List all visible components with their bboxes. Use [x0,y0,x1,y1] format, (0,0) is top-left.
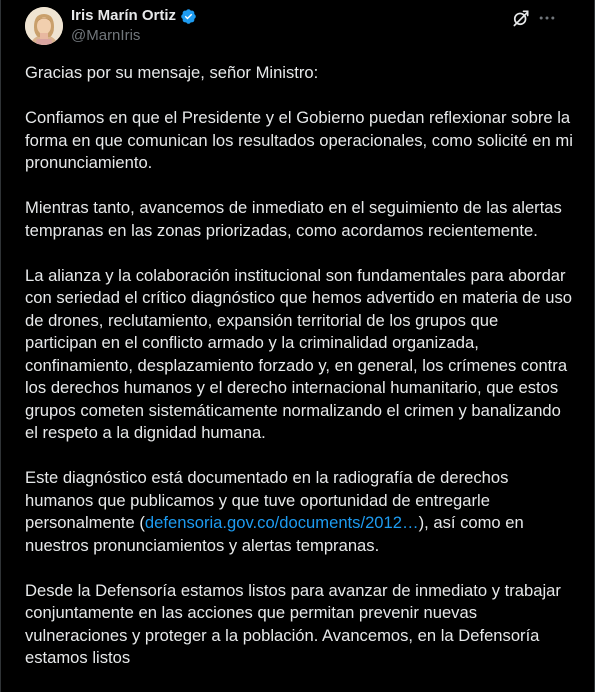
post-text [25,62,573,670]
paragraph-5-text-before-link: Este diagnóstico está documentado en la radiografía de derechos humanos que publicamos y que tuve oportunidad de entregarle personalmente ( [25,468,509,532]
more-horizontal-icon[interactable] [537,8,557,28]
author-name-row [71,7,197,25]
author-avatar[interactable] [25,7,63,45]
post-paragraph-4: La alianza y la colaboración institucional son fundamentales para abordar con seriedad el crítico diagnóstico que hemos advertido en materia de uso de drones, reclutamiento, expansión territorial de los grupos que participan en el conflicto armado y la criminalidad organizada, confinamiento, desplazamiento forzado y, en general, los crímenes contra los derechos humanos y el derecho internacional humanitario, que estos grupos cometen sistemáticamente normalizando el crimen y banalizando el respeto a la dignidad humana. [25,265,572,442]
post-paragraph-5 [25,467,573,557]
profile-photo-icon [25,7,63,45]
grok-icon[interactable] [511,8,531,28]
paragraph-5-text-after-link: ), así como en nuestros pronunciamientos y alertas tempranas. [25,513,524,555]
verified-badge-icon [180,8,197,25]
post-paragraph-1: Gracias por su mensaje, señor Ministro: [25,63,319,82]
author-handle[interactable]: @MarnIris [71,27,141,44]
post-paragraph-3: Mientras tanto, avancemos de inmediato en el seguimiento de las alertas tempranas en las zonas priorizadas, como acordamos recientemente. [25,198,562,240]
author-display-name[interactable]: Iris Marín Ortiz [71,7,177,24]
post-header [1,0,594,50]
documents-link[interactable]: defensoria.gov.co/documents/2012… [144,513,419,532]
post-paragraph-2: Confiamos en que el Presidente y el Gobierno puedan reflexionar sobre la forma en que comunican los resultados operacionales, como solicité en mi pronunciamiento. [25,108,573,172]
post-paragraph-6: Desde la Defensoría estamos listos para avanzar de inmediato y trabajar conjuntamente en las acciones que permitan prevenir nuevas vulneraciones y proteger a la población. Avancemos, en la Defensoría estamos listos [25,580,561,667]
